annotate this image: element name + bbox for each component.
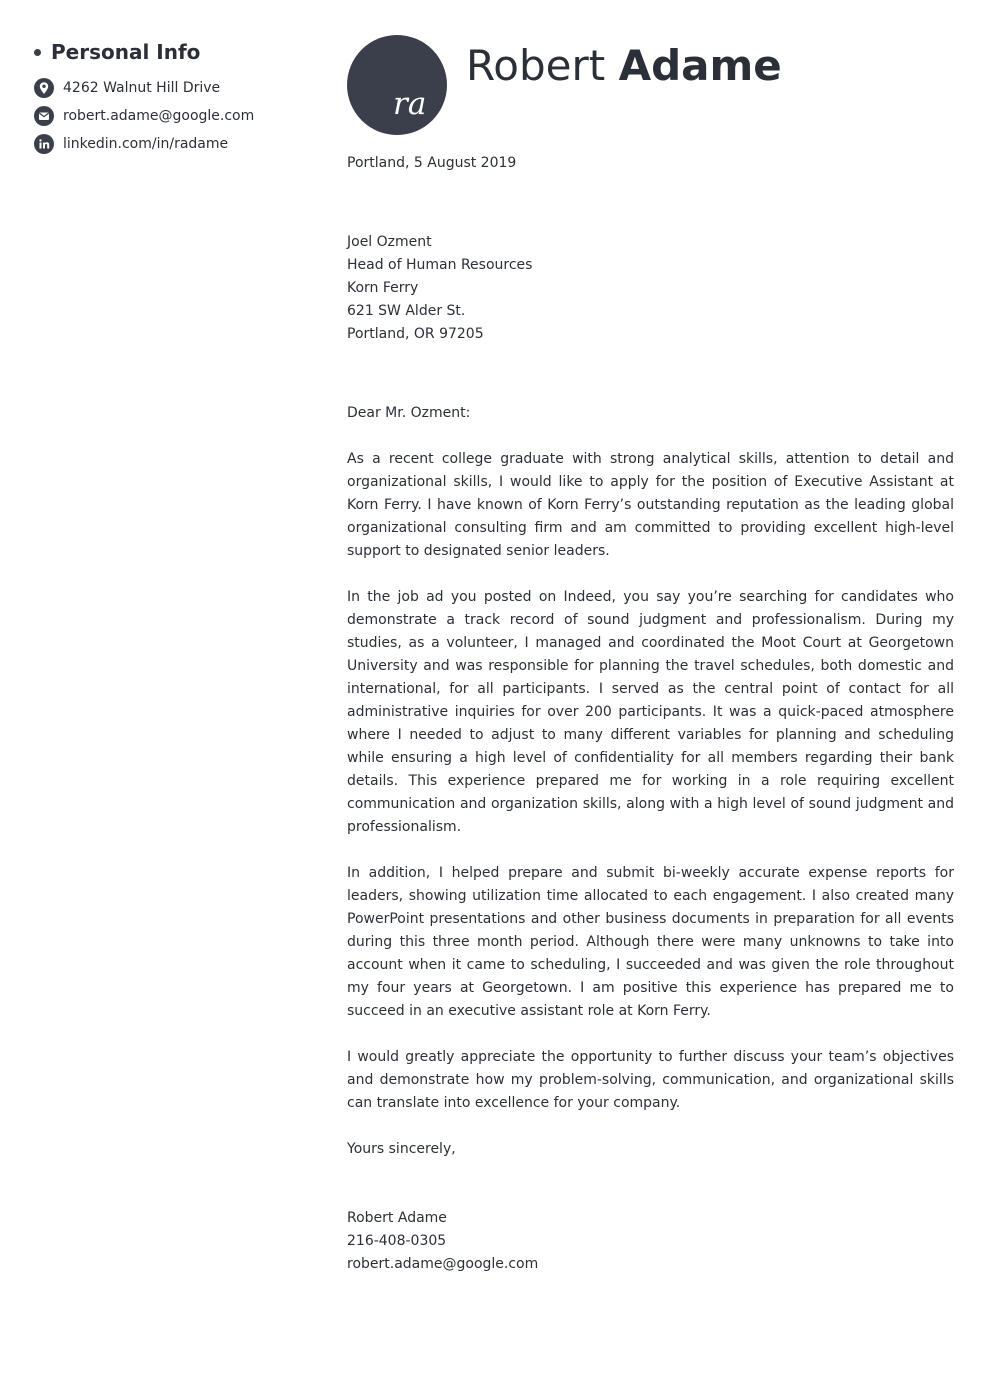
letter-closing: Yours sincerely, [347,1141,456,1157]
first-name: Robert [466,41,606,90]
recipient-block [347,231,954,346]
recipient-title: Head of Human Resources [347,257,533,273]
recipient-street: 621 SW Alder St. [347,303,466,319]
location-pin-icon [34,78,54,98]
signature-phone: 216-408-0305 [347,1233,447,1249]
contact-address-text: 4262 Walnut Hill Drive [63,80,221,96]
contact-email[interactable] [34,102,314,130]
signature-email[interactable]: robert.adame@google.com [347,1256,539,1272]
recipient-name: Joel Ozment [347,234,432,250]
envelope-icon [34,106,54,126]
letter-paragraph: I would greatly appreciate the opportunity to further discuss your team’s objectives and demonstrate how my problem-solving, communication, and organizational skills can translate into excellence for your company. [347,1049,954,1111]
personal-info-heading-text: Personal Info [51,40,201,64]
recipient-company: Korn Ferry [347,280,419,296]
linkedin-icon [34,134,54,154]
bullet-icon [34,49,41,56]
letter-paragraph: As a recent college graduate with strong analytical skills, attention to detail and organizational skills, I would like to apply for the position of Executive Assistant at Korn Ferry. I have known of Korn Ferry’s outstanding reputation as the leading global organizational consulting firm and am committed to providing excellent high-level support to designated senior leaders. [347,451,954,559]
personal-info-heading [34,38,314,66]
letter-body [347,152,954,1276]
recipient-city: Portland, OR 97205 [347,326,484,342]
personal-info-sidebar [34,38,314,158]
signature-block [347,1207,954,1276]
avatar-initials: ra [393,86,427,122]
signature-name: Robert Adame [347,1210,447,1226]
letter-paragraph: In addition, I helped prepare and submit bi-weekly accurate expense reports for leaders, showing utilization time allocated to each engagement. I also created many PowerPoint presentations and other business documents in preparation for all events during this three month period. Although there were many unknowns to take into account when it came to scheduling, I succeeded and was given the role throughout my four years at Georgetown. I am positive this experience has prepared me to succeed in an executive assistant role at Korn Ferry. [347,865,954,1019]
contact-linkedin-text[interactable]: linkedin.com/in/radame [63,136,229,152]
letter-paragraph: In the job ad you posted on Indeed, you say you’re searching for candidates who demonstrate a track record of sound judgment and professionalism. During my studies, as a volunteer, I managed and coordinated the Moot Court at Georgetown University and was responsible for planning the travel schedules, both domestic and international, for all participants. I served as the central point of contact for all administrative inquiries for over 200 participants. It was a quick-paced atmosphere where I needed to adjust to many different variables for planning and scheduling while ensuring a high level of confidentiality for all members regarding their bank details. This experience prepared me for working in a role requiring excellent communication and organization skills, along with a high level of sound judgment and professionalism. [347,589,954,835]
contact-email-text[interactable]: robert.adame@google.com [63,108,255,124]
contact-linkedin[interactable] [34,130,314,158]
letter-greeting: Dear Mr. Ozment: [347,405,471,421]
page-title [466,38,782,94]
contact-address [34,74,314,102]
last-name: Adame [618,41,782,90]
letter-date: Portland, 5 August 2019 [347,155,517,171]
